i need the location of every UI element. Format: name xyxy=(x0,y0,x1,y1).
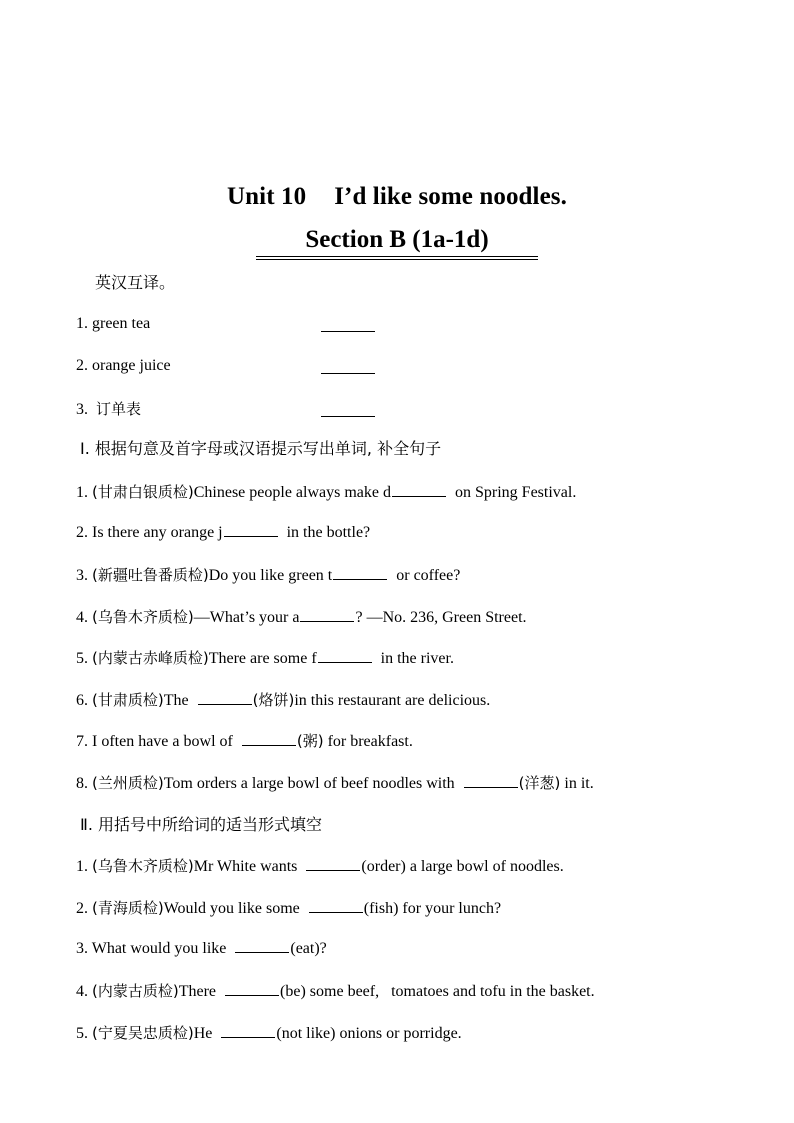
answer-blank[interactable] xyxy=(221,1023,275,1038)
answer-blank[interactable] xyxy=(224,522,278,537)
item-number: 2. xyxy=(76,524,88,541)
question-source: (新疆吐鲁番质检) xyxy=(92,566,209,584)
answer-blank[interactable] xyxy=(225,981,279,996)
page-title xyxy=(0,183,794,211)
question-text: Would you like some xyxy=(163,900,300,917)
question-text: in it. xyxy=(564,775,594,792)
vocab-item xyxy=(76,314,336,334)
answer-blank[interactable] xyxy=(321,359,375,374)
question-item xyxy=(76,773,594,794)
answer-blank[interactable] xyxy=(235,938,289,953)
question-hint: (eat) xyxy=(290,940,320,957)
question-text: in this restaurant are delicious. xyxy=(294,692,491,709)
question-text: Mr White wants xyxy=(193,858,298,875)
question-source: (乌鲁木齐质检) xyxy=(92,857,194,875)
question-item xyxy=(76,898,501,919)
section-1-heading: Ⅰ. 根据句意及首字母或汉语提示写出单词, 补全句子 xyxy=(80,439,442,458)
question-text: Do you like green t xyxy=(208,567,333,584)
question-item xyxy=(76,856,564,877)
question-text: He xyxy=(193,1025,213,1042)
question-source: (内蒙古质检) xyxy=(92,982,179,1000)
unit-title: I’d like some noodles. xyxy=(334,183,567,210)
item-number: 3. xyxy=(76,940,88,957)
item-number: 1. xyxy=(76,484,88,501)
question-text: I often have a bowl of xyxy=(92,733,233,750)
subtitle-text: Section B (1a-1d) xyxy=(305,226,489,253)
question-hint: (fish) xyxy=(363,900,399,917)
question-hint: (烙饼) xyxy=(252,691,295,709)
question-hint: (not like) xyxy=(276,1025,336,1042)
item-number: 1. xyxy=(76,315,88,332)
question-item xyxy=(76,607,527,628)
item-number: 3. xyxy=(76,567,88,584)
question-text: onions or porridge. xyxy=(339,1025,462,1042)
answer-blank[interactable] xyxy=(333,565,387,580)
item-number: 6. xyxy=(76,692,88,709)
question-text: Is there any orange j xyxy=(92,524,223,541)
subtitle-underline xyxy=(256,256,538,257)
answer-blank[interactable] xyxy=(321,402,375,417)
question-hint: (粥) xyxy=(296,732,324,750)
question-item xyxy=(76,648,454,669)
question-text: a large bowl of noodles. xyxy=(409,858,564,875)
question-text: —What’s your a xyxy=(193,609,300,626)
vocab-item xyxy=(76,399,336,420)
question-item xyxy=(76,482,576,503)
question-text: some beef, tomatoes and tofu in the basket. xyxy=(309,983,595,1000)
item-number: 4. xyxy=(76,609,88,626)
question-text: The xyxy=(163,692,189,709)
section-subtitle xyxy=(256,226,538,262)
question-item xyxy=(76,981,595,1002)
section-2-heading: Ⅱ. 用括号中所给词的适当形式填空 xyxy=(80,815,323,834)
question-source: (青海质检) xyxy=(92,899,164,917)
answer-blank[interactable] xyxy=(318,648,372,663)
vocab-term: green tea xyxy=(92,315,151,332)
item-number: 1. xyxy=(76,858,88,875)
question-item xyxy=(76,938,327,959)
question-text: Tom orders a large bowl of beef noodles with xyxy=(163,775,455,792)
question-text: for your lunch? xyxy=(402,900,502,917)
vocab-term: 订单表 xyxy=(96,400,142,418)
answer-blank[interactable] xyxy=(309,898,363,913)
answer-blank[interactable] xyxy=(392,482,446,497)
question-text: or coffee? xyxy=(396,567,461,584)
subtitle-underline xyxy=(256,259,538,260)
question-source: (宁夏吴忠质检) xyxy=(92,1024,194,1042)
question-hint: (be) xyxy=(280,983,306,1000)
answer-blank[interactable] xyxy=(300,607,354,622)
question-hint: (洋葱) xyxy=(518,774,561,792)
question-item xyxy=(76,690,490,711)
question-text: in the river. xyxy=(380,650,454,667)
question-item xyxy=(76,565,460,586)
item-number: 5. xyxy=(76,1025,88,1042)
question-text: ? xyxy=(319,940,327,957)
answer-blank[interactable] xyxy=(321,317,375,332)
answer-blank[interactable] xyxy=(198,690,252,705)
item-number: 2. xyxy=(76,357,88,374)
question-source: (内蒙古赤峰质检) xyxy=(92,649,209,667)
question-text: ? —No. 236, Green Street. xyxy=(355,609,527,626)
question-text: Chinese people always make d xyxy=(193,484,391,501)
question-text: What would you like xyxy=(91,940,227,957)
question-text: on Spring Festival. xyxy=(455,484,577,501)
item-number: 7. xyxy=(76,733,88,750)
question-source: (甘肃白银质检) xyxy=(92,483,194,501)
question-hint: (order) xyxy=(361,858,406,875)
answer-blank[interactable] xyxy=(242,731,296,746)
question-text: There xyxy=(178,983,217,1000)
question-item xyxy=(76,522,370,543)
answer-blank[interactable] xyxy=(306,856,360,871)
question-item xyxy=(76,1023,462,1044)
vocab-term: orange juice xyxy=(92,357,171,374)
unit-label: Unit 10 xyxy=(227,183,307,210)
question-source: (甘肃质检) xyxy=(92,691,164,709)
question-text: in the bottle? xyxy=(286,524,371,541)
item-number: 4. xyxy=(76,983,88,1000)
answer-blank[interactable] xyxy=(464,773,518,788)
question-item xyxy=(76,731,413,752)
vocab-heading: 英汉互译。 xyxy=(95,273,176,292)
question-text: There are some f xyxy=(208,650,317,667)
item-number: 2. xyxy=(76,900,88,917)
item-number: 8. xyxy=(76,775,88,792)
vocab-item xyxy=(76,356,336,376)
item-number: 3. xyxy=(76,401,88,418)
item-number: 5. xyxy=(76,650,88,667)
question-text: for breakfast. xyxy=(327,733,413,750)
question-source: (兰州质检) xyxy=(92,774,164,792)
question-source: (乌鲁木齐质检) xyxy=(92,608,194,626)
